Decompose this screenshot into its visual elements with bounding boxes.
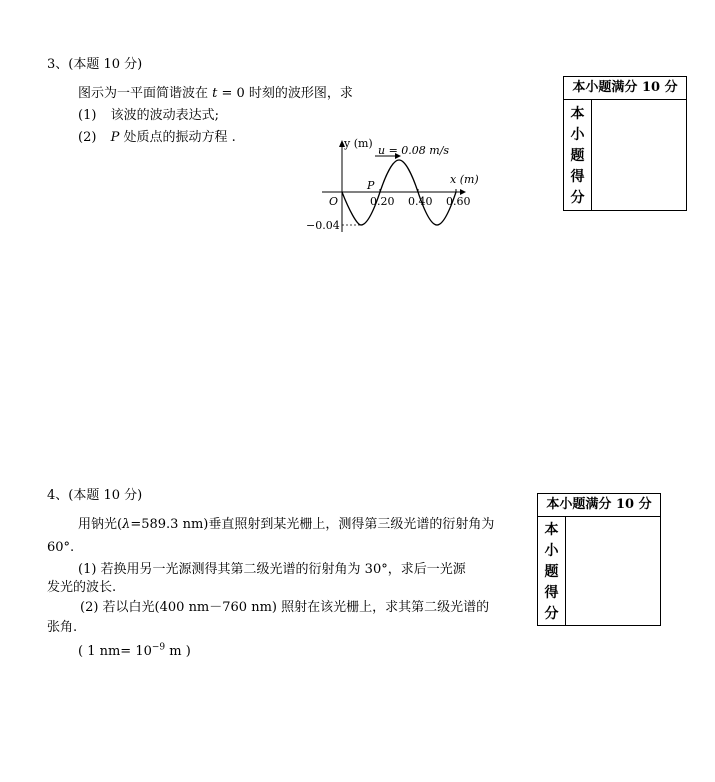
q4-score-body	[538, 517, 660, 625]
q4-line-1	[78, 517, 494, 533]
q3-item-1-num: (1)	[78, 108, 97, 123]
x-axis-label: x (m)	[450, 173, 479, 186]
q3-score-label-char: 题	[570, 147, 585, 164]
q4-score-title: 本小题满分 10 分	[538, 494, 660, 517]
velocity-label: u = 0.08 m/s	[378, 144, 450, 157]
q3-item-2-text: 处质点的振动方程 .	[119, 130, 236, 145]
q3-intro-pre: 图示为一平面简谐波在	[78, 86, 213, 101]
q4-score-label-char: 分	[544, 605, 559, 622]
q3-score-label-char: 小	[570, 126, 585, 143]
q3-item-1-text: 该波的波动表达式;	[110, 108, 219, 123]
q3-score-label-char: 分	[570, 190, 585, 207]
tick-label: 0.40	[408, 195, 433, 208]
y-axis-label: y (m)	[344, 137, 373, 150]
q3-score-label	[564, 100, 592, 210]
q3-item-1	[78, 108, 219, 124]
q3-score-body	[564, 100, 686, 210]
q4-line-4: 发光的波长.	[47, 580, 117, 595]
amplitude-label: −0.04	[306, 219, 340, 232]
q4-score-label-char: 得	[544, 584, 559, 601]
q4-note-exp: −9	[151, 642, 166, 653]
wave-figure	[300, 132, 490, 237]
q3-intro-post: = 0 时刻的波形图，求	[217, 86, 353, 101]
q4-line-1-post: =589.3 nm)垂直照射到某光栅上，测得第三级光谱的衍射角为	[130, 517, 495, 532]
q3-intro-var: t	[212, 86, 218, 101]
q3-item-2-num: (2)	[78, 130, 97, 145]
origin-label: O	[329, 195, 339, 208]
q4-line-6: 张角.	[47, 620, 78, 635]
q4-score-label	[538, 517, 566, 625]
q3-score-label-char: 得	[570, 169, 585, 186]
q4-line-5: (2) 若以白光(400 nm－760 nm) 照射在该光栅上，求其第二级光谱的	[80, 600, 490, 615]
tick-label: 0.20	[370, 195, 395, 208]
q4-note	[78, 644, 191, 660]
q4-lambda: λ	[122, 517, 131, 532]
q3-score-title: 本小题满分 10 分	[564, 77, 686, 100]
q4-line-3: (1) 若换用另一光源测得其第二级光谱的衍射角为 30°，求后一光源	[78, 562, 466, 577]
q4-note-pre: ( 1 nm= 10	[78, 644, 152, 659]
q3-score-label-char: 本	[570, 105, 585, 122]
tick-label: 0.60	[446, 195, 471, 208]
q3-heading: 3、(本题 10 分)	[47, 57, 143, 72]
q4-line-1-pre: 用钠光(	[78, 517, 123, 532]
q4-score-label-char: 本	[544, 522, 559, 539]
q3-score-box	[563, 76, 687, 211]
q4-score-label-char: 题	[544, 563, 559, 580]
q4-score-box	[537, 493, 661, 626]
q3-intro	[78, 86, 353, 102]
q3-item-2	[78, 130, 236, 146]
q3-item-2-var: P	[110, 130, 120, 145]
q4-line-2: 60°.	[47, 540, 75, 555]
q4-score-label-char: 小	[544, 543, 559, 560]
q4-heading: 4、(本题 10 分)	[47, 488, 143, 503]
point-p-label: P	[367, 179, 375, 192]
q4-note-post: m )	[165, 644, 191, 659]
